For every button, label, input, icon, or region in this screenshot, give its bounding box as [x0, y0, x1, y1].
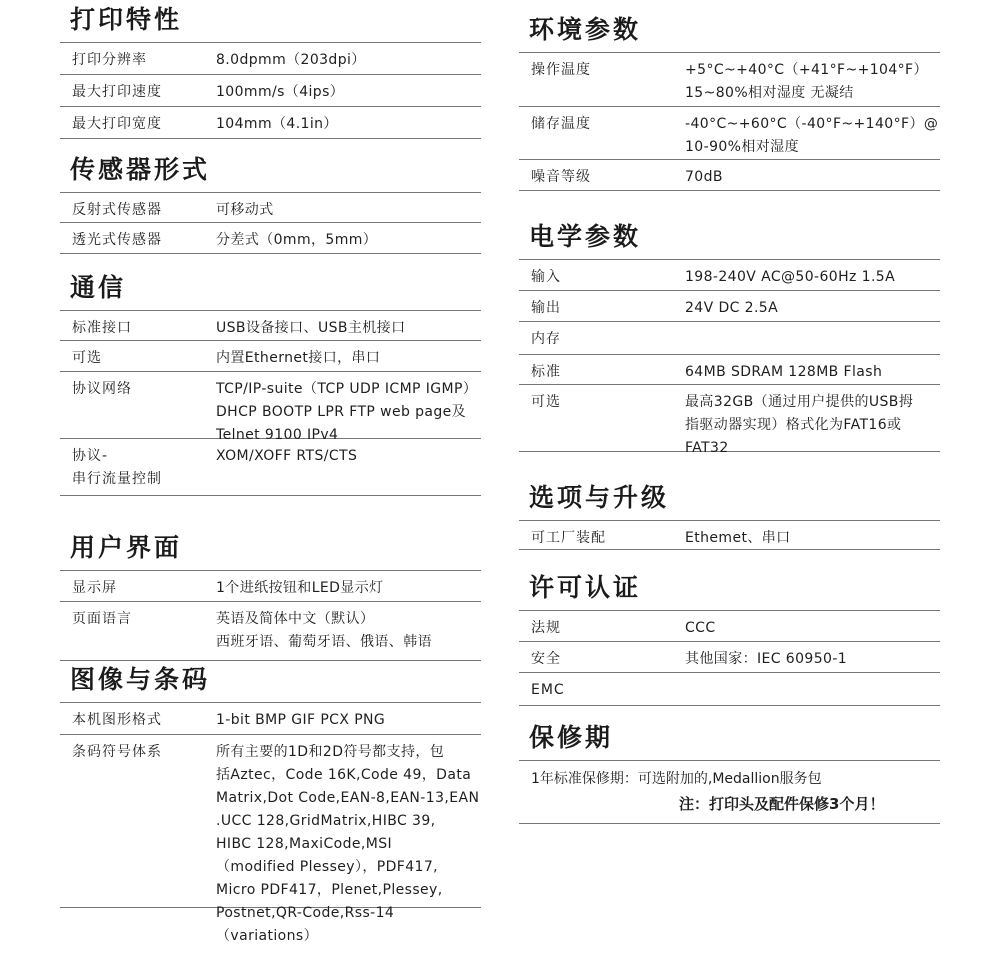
- section-title: 打印特性: [70, 5, 183, 34]
- section-title: 电学参数: [529, 222, 642, 251]
- section-title: 环境参数: [529, 15, 642, 44]
- spec-value: 70dB: [685, 169, 723, 185]
- spec-value: +5°C~+40°C（+41°F~+104°F） 15~80%相对湿度 无凝结: [685, 62, 928, 101]
- spec-row: [519, 322, 940, 355]
- spec-row: [519, 291, 940, 322]
- spec-row: [519, 160, 940, 191]
- section-left-3: [60, 528, 481, 661]
- spec-row: [519, 260, 940, 291]
- spec-value: 最高32GB（通过用户提供的USB拇 指驱动器实现）格式化为FAT16或 FAT32: [685, 394, 914, 456]
- spec-row: [60, 602, 481, 661]
- spec-label: 可选: [72, 350, 102, 366]
- spec-label: 显示屏: [72, 580, 117, 596]
- spec-row: [60, 223, 481, 254]
- section-left-2: [60, 268, 481, 496]
- spec-row: [519, 107, 940, 160]
- section-left-1: [60, 150, 481, 254]
- spec-row: [519, 521, 940, 550]
- spec-label: 最大打印速度: [72, 84, 162, 100]
- spec-row: [60, 439, 481, 496]
- spec-value: Ethemet、串口: [685, 530, 791, 546]
- section-left-4: [60, 660, 481, 944]
- section-title: 图像与条码: [70, 665, 211, 694]
- spec-value: 其他国家：IEC 60950-1: [685, 651, 848, 667]
- spec-table: [519, 259, 940, 456]
- spec-label: 打印分辨率: [72, 52, 147, 68]
- section-title: 用户界面: [70, 533, 183, 562]
- spec-value: 分差式（0mm，5mm）: [216, 232, 378, 248]
- spec-label: EMC: [531, 682, 565, 698]
- spec-label: 条码符号体系: [72, 744, 162, 760]
- spec-label: 协议网络: [72, 381, 132, 397]
- spec-value: XOM/XOFF RTS/CTS: [216, 448, 358, 464]
- spec-label: 法规: [531, 620, 561, 636]
- section-title: 传感器形式: [70, 155, 211, 184]
- warranty-text: 1年标准保修期：可选附加的,Medallion服务包: [531, 771, 822, 787]
- spec-row: [60, 311, 481, 341]
- spec-row: [519, 642, 940, 673]
- spec-label: 透光式传感器: [72, 232, 162, 248]
- spec-label: 本机图形格式: [72, 712, 162, 728]
- spec-label: 内存: [531, 331, 561, 347]
- spec-label: 反射式传感器: [72, 202, 162, 218]
- spec-table: [60, 42, 481, 139]
- spec-table: [519, 610, 940, 706]
- spec-row: [60, 703, 481, 735]
- section-right-3: [519, 568, 940, 706]
- spec-value: CCC: [685, 620, 716, 636]
- spec-value: 24V DC 2.5A: [685, 300, 779, 316]
- section-right-0: [519, 10, 940, 191]
- spec-value: [685, 328, 940, 348]
- spec-value: -40°C~+60°C（-40°F~+140°F）@ 10-90%相对湿度: [685, 116, 939, 155]
- spec-row: [519, 355, 940, 385]
- spec-label: 标准接口: [72, 320, 132, 336]
- spec-value: 198-240V AC@50-60Hz 1.5A: [685, 269, 896, 285]
- spec-table: [60, 702, 481, 944]
- spec-value: 可移动式: [216, 202, 274, 218]
- spec-label: 噪音等级: [531, 169, 591, 185]
- spec-label: 可工厂装配: [531, 530, 606, 546]
- spec-value: 104mm（4.1in）: [216, 116, 338, 132]
- spec-label: 输出: [531, 300, 561, 316]
- spec-value: 1个进纸按钮和LED显示灯: [216, 580, 384, 596]
- spec-row: [519, 673, 940, 706]
- spec-label: 安全: [531, 651, 561, 667]
- spec-table: [519, 520, 940, 550]
- spec-label: 标准: [531, 364, 561, 380]
- spec-label: 输入: [531, 269, 561, 285]
- spec-row: [60, 75, 481, 107]
- section-warranty: [519, 718, 940, 824]
- spec-row: [60, 372, 481, 443]
- spec-label: 协议- 串行流量控制: [72, 448, 162, 487]
- spec-value: TCP/IP-suite（TCP UDP ICMP IGMP） DHCP BOOTP LPR FTP web page及 Telnet 9100 IPv4: [216, 381, 478, 443]
- spec-table: [60, 570, 481, 661]
- spec-table: [519, 52, 940, 191]
- spec-value: 8.0dpmm（203dpi）: [216, 52, 366, 68]
- spec-table: [60, 310, 481, 496]
- spec-row: [60, 107, 481, 139]
- spec-row: [60, 193, 481, 223]
- warranty-block: [519, 760, 940, 824]
- spec-label: 页面语言: [72, 611, 132, 627]
- spec-label: 最大打印宽度: [72, 116, 162, 132]
- spec-value: 1-bit BMP GIF PCX PNG: [216, 712, 386, 728]
- section-title: 通信: [70, 273, 127, 302]
- spec-row: [60, 735, 481, 944]
- spec-row: [60, 571, 481, 602]
- spec-label: 操作温度: [531, 62, 591, 78]
- section-title: 许可认证: [529, 573, 642, 602]
- spec-row: [60, 43, 481, 75]
- spec-value: 64MB SDRAM 128MB Flash: [685, 364, 883, 380]
- spec-label: 可选: [531, 394, 561, 410]
- spec-row: [60, 341, 481, 372]
- spec-value: 内置Ethernet接口，串口: [216, 350, 381, 366]
- section-right-2: [519, 478, 940, 550]
- section-left-0: [60, 0, 481, 139]
- spec-row: [519, 385, 940, 456]
- spec-table: [60, 192, 481, 254]
- spec-value: [685, 679, 940, 699]
- section-title: 选项与升级: [529, 483, 670, 512]
- section-right-1: [519, 217, 940, 456]
- spec-value: 所有主要的1D和2D符号都支持，包 括Aztec，Code 16K,Code 49，Data Matrix,Dot Code,EAN-8,EAN-13,EAN .UCC 128,GridMatrix,HIBC 39, HIBC 128,MaxiCode,MSI （modified Plessey），PDF417, Micro PDF417，Plenet,Plessey, Postnet,QR-Code,Rss-14（variations）: [216, 744, 480, 944]
- spec-row: [519, 611, 940, 642]
- spec-value: USB设备接口、USB主机接口: [216, 320, 406, 336]
- spec-row: [519, 53, 940, 107]
- section-title: 保修期: [529, 723, 614, 752]
- spec-label: 储存温度: [531, 116, 591, 132]
- spec-value: 英语及简体中文（默认） 西班牙语、葡萄牙语、俄语、韩语: [216, 611, 432, 650]
- warranty-note: 注：打印头及配件保修3个月！: [679, 795, 885, 813]
- spec-value: 100mm/s（4ips）: [216, 84, 345, 100]
